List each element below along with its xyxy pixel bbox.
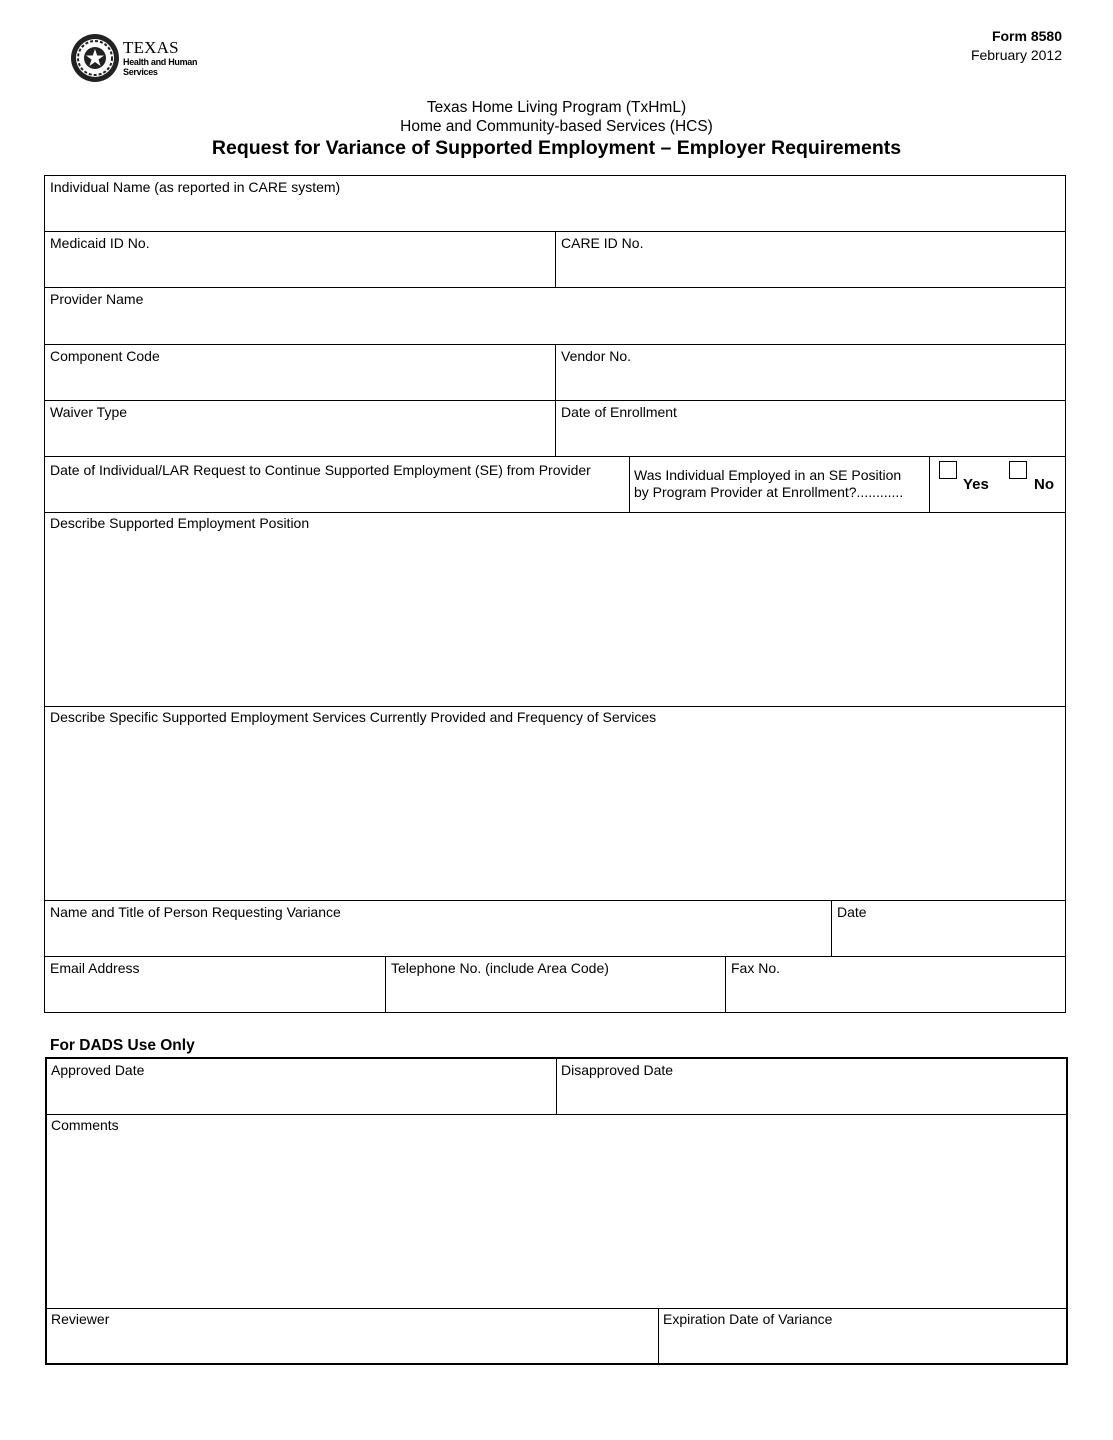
telephone-label: Telephone No. (include Area Code): [391, 960, 609, 976]
disapproved-date-label: Disapproved Date: [561, 1062, 674, 1078]
page-title: Request for Variance of Supported Employment – Employer Requirements: [211, 137, 902, 159]
email-field[interactable]: [44, 956, 386, 1013]
employed-question-cell: [629, 456, 930, 513]
disapproved-date-field[interactable]: [556, 1057, 1068, 1115]
program-line-1: Texas Home Living Program (TxHmL): [426, 99, 687, 116]
expiration-date-label: Expiration Date of Variance: [663, 1311, 833, 1327]
expiration-date-field[interactable]: [658, 1308, 1068, 1365]
no-label: No: [1034, 476, 1054, 493]
provider-name-label: Provider Name: [50, 291, 144, 307]
vendor-no-label: Vendor No.: [561, 348, 632, 364]
telephone-field[interactable]: [385, 956, 726, 1013]
date-of-enrollment-field[interactable]: [555, 400, 1066, 457]
medicaid-id-field[interactable]: [44, 231, 556, 288]
requester-name-title-field[interactable]: [44, 900, 832, 957]
requester-name-title-label: Name and Title of Person Requesting Variance: [50, 904, 341, 920]
se-position-field[interactable]: [44, 512, 1066, 707]
individual-name-label: Individual Name (as reported in CARE system): [50, 179, 341, 195]
care-id-field[interactable]: [555, 231, 1066, 288]
reviewer-field[interactable]: [45, 1308, 659, 1365]
approved-date-label: Approved Date: [51, 1062, 145, 1078]
hhs-logo: [70, 33, 210, 85]
reviewer-label: Reviewer: [51, 1311, 110, 1327]
employed-question-line2: by Program Provider at Enrollment?............: [634, 484, 904, 500]
logo-subtitle-line1: Health and Human: [123, 57, 198, 67]
comments-field[interactable]: [45, 1114, 1068, 1309]
logo-subtitle: [123, 57, 197, 77]
provider-name-field[interactable]: [44, 287, 1066, 345]
form-number: Form 8580: [991, 28, 1062, 44]
component-code-label: Component Code: [50, 348, 160, 364]
fax-label: Fax No.: [731, 960, 781, 976]
comments-label: Comments: [51, 1117, 119, 1133]
request-date-label: Date of Individual/LAR Request to Continue Supported Employment (SE) from Provider: [50, 462, 591, 478]
individual-name-field[interactable]: [44, 175, 1066, 232]
yes-checkbox[interactable]: [939, 461, 957, 479]
logo-subtitle-line2: Services: [123, 67, 158, 77]
waiver-type-label: Waiver Type: [50, 404, 128, 420]
medicaid-id-label: Medicaid ID No.: [50, 235, 150, 251]
approved-date-field[interactable]: [45, 1057, 557, 1115]
employed-question-line1: Was Individual Employed in an SE Position: [634, 467, 902, 483]
dads-use-only-heading: For DADS Use Only: [50, 1037, 195, 1054]
request-signed-date-label: Date: [837, 904, 867, 920]
date-of-enrollment-label: Date of Enrollment: [561, 404, 677, 420]
care-id-label: CARE ID No.: [561, 235, 644, 251]
employed-question-text: [634, 467, 903, 501]
state-seal-icon: [70, 33, 120, 83]
logo-title: TEXAS: [123, 38, 179, 57]
yes-label: Yes: [963, 476, 989, 493]
fax-field[interactable]: [725, 956, 1066, 1013]
waiver-type-field[interactable]: [44, 400, 556, 457]
se-services-label: Describe Specific Supported Employment Services Currently Provided and Frequency of Services: [50, 709, 657, 725]
request-signed-date-field[interactable]: [831, 900, 1066, 957]
no-checkbox[interactable]: [1009, 461, 1027, 479]
component-code-field[interactable]: [44, 344, 556, 401]
request-date-field[interactable]: [44, 456, 630, 513]
email-label: Email Address: [50, 960, 140, 976]
program-line-2: Home and Community-based Services (HCS): [400, 118, 713, 135]
vendor-no-field[interactable]: [555, 344, 1066, 401]
se-services-field[interactable]: [44, 706, 1066, 901]
se-position-label: Describe Supported Employment Position: [50, 515, 310, 531]
employed-answer-cell: [929, 456, 1066, 513]
form-date: February 2012: [970, 47, 1062, 63]
